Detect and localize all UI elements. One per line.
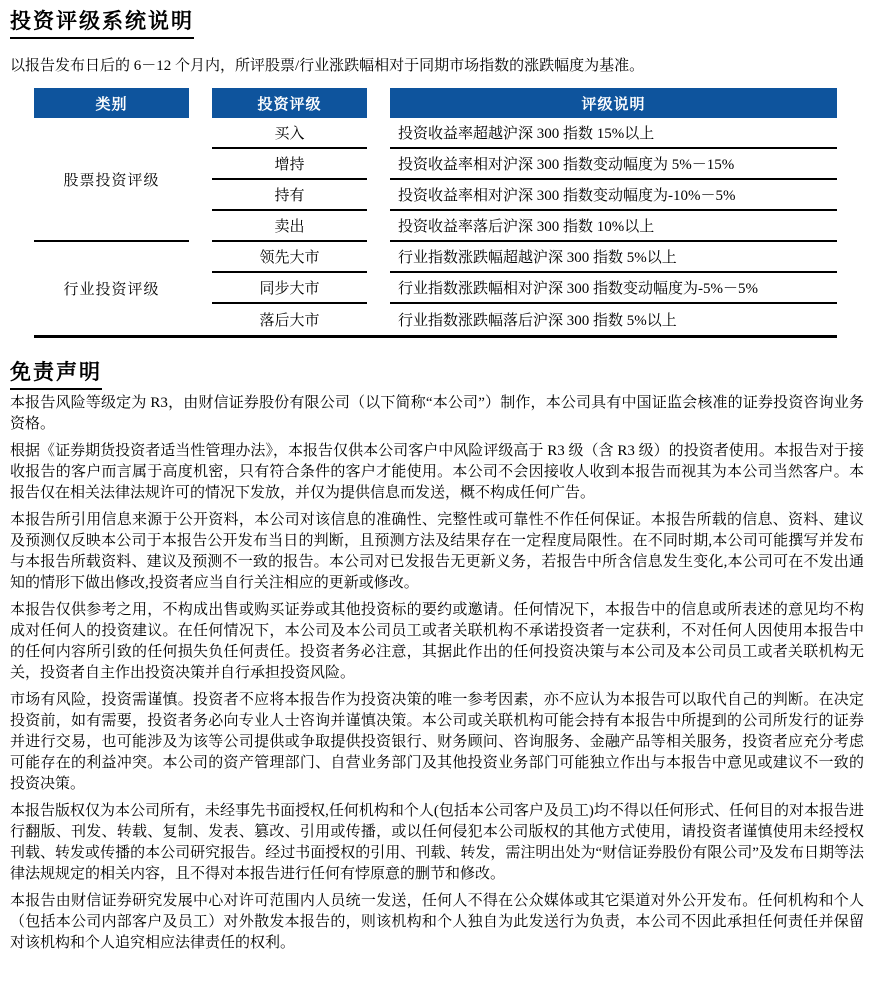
rating-cell-outperform: 领先大市 [212, 242, 367, 273]
rating-cell-overweight: 增持 [212, 149, 367, 180]
rating-cell-inline: 同步大市 [212, 273, 367, 304]
table-header-rating: 投资评级 [212, 88, 367, 118]
description-cell-overweight: 投资收益率相对沪深 300 指数变动幅度为 5%－15% [390, 149, 837, 180]
table-header-description: 评级说明 [390, 88, 837, 118]
description-cell-hold: 投资收益率相对沪深 300 指数变动幅度为-10%－5% [390, 180, 837, 211]
disclaimer-paragraph-2: 根据《证券期货投资者适当性管理办法》，本报告仅供本公司客户中风险评级高于 R3 级（含 R3 级）的投资者使用。本报告对于接收报告的客户而言属于高度机密，只有符合条件的客户才能使用。本公司不会因接收人收到本报告而视其为本公司当然客户。本报告仅在相关法律法规许可的情况下发放，并仅为提供信息而发送，概不构成任何广告。 [10, 443, 864, 501]
category-cell-industry: 行业投资评级 [63, 282, 160, 298]
rating-cell-underperform: 落后大市 [259, 313, 320, 329]
rating-intro-text: 以报告发布日后的 6－12 个月内，所评股票/行业涨跌幅相对于同期市场指数的涨跌幅度为基准。 [10, 58, 645, 74]
disclaimer-paragraph-1: 本报告风险等级定为 R3，由财信证券股份有限公司（以下简称“本公司”）制作，本公司具有中国证监会核准的证券投资咨询业务资格。 [10, 395, 864, 432]
description-cell-sell: 投资收益率落后沪深 300 指数 10%以上 [390, 211, 837, 242]
rating-section-title-text: 投资评级系统说明 [10, 8, 194, 39]
description-cell-outperform: 行业指数涨跌幅超越沪深 300 指数 5%以上 [390, 242, 837, 273]
disclaimer-section-title-text: 免责声明 [10, 359, 102, 390]
disclaimer-section-title [10, 359, 864, 390]
rating-cell-hold: 持有 [212, 180, 367, 211]
disclaimer-paragraph-7: 本报告由财信证券研究发展中心对许可范围内人员统一发送，任何人不得在公众媒体或其它渠道对外公开发布。任何机构和个人（包括本公司内部客户及员工）对外散发本报告的，则该机构和个人独自为此发送行为负责，本公司不因此承担任何责任并保留对该机构和个人追究相应法律责任的权利。 [10, 893, 864, 951]
category-cell-stock: 股票投资评级 [34, 118, 189, 242]
rating-cell-buy: 买入 [212, 118, 367, 149]
description-cell-underperform: 行业指数涨跌幅落后沪深 300 指数 5%以上 [398, 313, 677, 329]
rating-section-title [10, 8, 864, 39]
disclaimer-paragraph-3: 本报告所引用信息来源于公开资料，本公司对该信息的准确性、完整性或可靠性不作任何保证。本报告所载的信息、资料、建议及预测仅反映本公司于本报告公开发布当日的判断，且预测方法及结果存在一定程度局限性。在不同时期,本公司可能撰写并发布与本报告所载资料、建议及预测不一致的报告。本公司对已发报告无更新义务，若报告中所含信息发生变化,本公司可在不发出通知的情形下做出修改,投资者应当自行关注相应的更新或修改。 [10, 512, 864, 591]
disclaimer-paragraph-4: 本报告仅供参考之用，不构成出售或购买证券或其他投资标的要约或邀请。任何情况下，本报告中的信息或所表述的意见均不构成对任何人的投资建议。在任何情况下，本公司及本公司员工或者关联机构不承诺投资者一定获利，不对任何人因使用本报告中的任何内容所引致的任何损失负任何责任。投资者务必注意，其据此作出的任何投资决策与本公司及本公司员工或者关联机构无关，投资者自主作出投资决策并自行承担投资风险。 [10, 602, 864, 681]
table-header-category: 类别 [34, 88, 189, 118]
rating-cell-sell: 卖出 [212, 211, 367, 242]
description-cell-inline: 行业指数涨跌幅相对沪深 300 指数变动幅度为-5%－5% [390, 273, 837, 304]
rating-table [34, 88, 837, 338]
description-cell-buy: 投资收益率超越沪深 300 指数 15%以上 [390, 118, 837, 149]
disclaimer-paragraph-5: 市场有风险，投资需谨慎。投资者不应将本报告作为投资决策的唯一参考因素，亦不应认为本报告可以取代自己的判断。在决定投资前，如有需要，投资者务必向专业人士咨询并谨慎决策。本公司或关联机构可能会持有本报告中所提到的公司所发行的证券并进行交易，也可能涉及为该等公司提供或争取提供投资银行、财务顾问、咨询服务、金融产品等相关服务，投资者应充分考虑可能存在的利益冲突。本公司的资产管理部门、自营业务部门及其他投资业务部门可能独立作出与本报告中意见或建议不一致的投资决策。 [10, 692, 864, 792]
disclaimer-paragraph-6: 本报告版权仅为本公司所有，未经事先书面授权,任何机构和个人(包括本公司客户及员工)均不得以任何形式、任何目的对本报告进行翻版、刊发、转载、复制、发表、篡改、引用或传播，或以任何侵犯本公司版权的其他方式使用，请投资者谨慎使用未经授权刊载、转发或传播的本公司研究报告。经过书面授权的引用、刊载、转发，需注明出处为“财信证券股份有限公司”及发布日期等法律法规规定的相关内容，且不得对本报告进行任何有悖原意的删节和修改。 [10, 803, 864, 882]
